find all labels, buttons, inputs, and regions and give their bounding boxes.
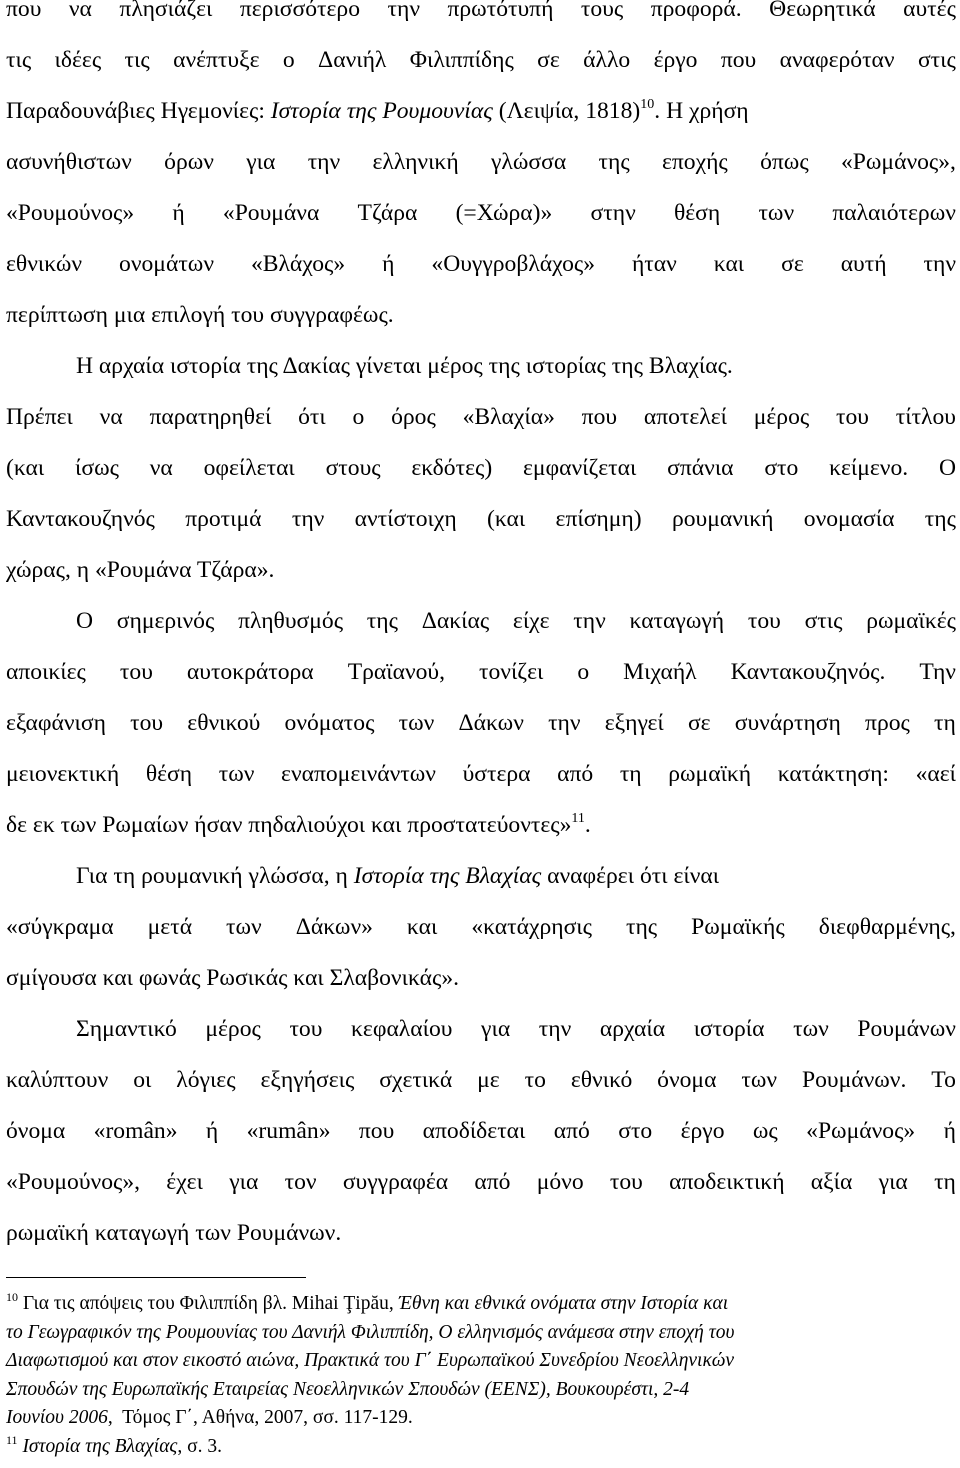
text-line (6, 1157, 956, 1208)
word: στο (764, 455, 799, 481)
text-line (6, 749, 956, 800)
word: του (119, 659, 153, 685)
text-line: Η αρχαία ιστορία της Δακίας γίνεται μέρος της ιστορίας της Βλαχίας. (76, 353, 733, 379)
word: (=Χώρα)» (455, 200, 553, 226)
word: αρχαία (599, 1016, 666, 1042)
word: των (793, 1016, 829, 1042)
word: ο (282, 47, 295, 73)
word: της (924, 506, 956, 532)
word: των (398, 710, 435, 736)
text-line (6, 35, 956, 86)
word: εθνικό (570, 1067, 633, 1093)
footnote-10-line: $^{10}$ Για τις απόψεις του Φιλιππίδη βλ. Mihai Ţipău, Έθνη και εθνικά ονόματα στην Ιστορία και (6, 1290, 729, 1314)
word: (και (6, 455, 45, 481)
text-line: σμίγουσα και φωνάς Ρωσικάς και Σλαβονικάς». (6, 965, 460, 991)
word: πληθυσμός (238, 608, 344, 634)
word: την (548, 710, 581, 736)
word: σημερινός (116, 608, 215, 634)
word: με (477, 1067, 500, 1093)
word: ονομασία (803, 506, 895, 532)
footnotes (6, 1290, 956, 1462)
word: ίσως (75, 455, 119, 481)
word: λόγιες (176, 1067, 236, 1093)
text-line (6, 0, 956, 35)
word: άλλο (583, 47, 631, 73)
word: έργο (680, 1118, 725, 1144)
word: «Ρουμούνος» (6, 200, 135, 226)
word: τις (6, 47, 32, 73)
word: «Βλαχία» (462, 404, 555, 430)
word: των (741, 1067, 778, 1093)
text-line: δε εκ των Ρωμαίων ήσαν πηδαλιούχοι και προστατεύοντες»$^{11}$. (6, 811, 591, 838)
word: αυτή (840, 251, 887, 277)
word: από (557, 761, 594, 787)
word: ιδέες (54, 47, 102, 73)
word: να (68, 0, 92, 22)
word: του (747, 608, 781, 634)
word: όπως (760, 149, 809, 175)
footnote-ref-11: 11 (571, 811, 585, 826)
word: ελληνική (372, 149, 459, 175)
text-line (6, 596, 956, 647)
text-line: χώρας, η «Ρουμάνα Τζάρα». (6, 557, 275, 583)
footnote-10-line: Διαφωτισμού και στον εικοστό αιώνα, Πρακτικά του Γ΄ Ευρωπαϊκού Συνεδρίου Νεοελληνικών (6, 1350, 735, 1372)
word: συνάρτηση (734, 710, 841, 736)
word: μέρος (753, 404, 810, 430)
word: διεφθαρμένης, (818, 914, 956, 940)
body-text (6, 0, 956, 1259)
footnote-10-line: Σπουδών της Ευρωπαϊκής Εταιρείας Νεοελληνικών Σπουδών (ΕΕΝΣ), Βουκουρέστι, 2-4 (6, 1378, 690, 1400)
word: Θεωρητικά (769, 0, 876, 22)
word: εμφανίζεται (522, 455, 637, 481)
word: έργο (653, 47, 698, 73)
word: από (474, 1169, 511, 1195)
word: εναπομεινάντων (281, 761, 436, 787)
word: των (226, 914, 262, 940)
word: ιστορία (693, 1016, 765, 1042)
word: ήταν (631, 251, 677, 277)
word: που (6, 0, 42, 22)
word: που (720, 47, 757, 73)
word: «Ουγγροβλάχος» (431, 251, 596, 277)
word: πλησιάζει (119, 0, 213, 22)
text-line (6, 239, 956, 290)
word: Δακίας (421, 608, 490, 634)
word: ο (577, 659, 590, 685)
word: Τραϊανού, (347, 659, 445, 685)
word: εθνικού (187, 710, 261, 736)
footnote-separator (6, 1277, 306, 1278)
word: τη (934, 1169, 956, 1195)
word: του (836, 404, 869, 430)
word: σχετικά (379, 1067, 453, 1093)
word: ύστερα (462, 761, 531, 787)
word: προς (865, 710, 910, 736)
word: τη (619, 761, 642, 787)
word: Πρέπει (6, 404, 73, 430)
word: την (573, 608, 606, 634)
word: καταγωγή (629, 608, 725, 634)
word: καλύπτουν (6, 1067, 109, 1093)
text-line: Για τη ρουμανική γλώσσα, η Ιστορία της Βλαχίας αναφέρει ότι είναι (76, 863, 720, 889)
word: σε (781, 251, 804, 277)
word: Τζάρα (357, 200, 418, 226)
word: τις (124, 47, 150, 73)
word: ο (352, 404, 365, 430)
word: αντίστοιχη (354, 506, 457, 532)
word: Δάκων» (295, 914, 373, 940)
word: για (878, 1169, 908, 1195)
word: έχει (166, 1169, 203, 1195)
word: ρωμαϊκές (866, 608, 956, 634)
word: κεφαλαίου (351, 1016, 453, 1042)
word: στις (917, 47, 956, 73)
word: όρος (391, 404, 436, 430)
word: να (99, 404, 123, 430)
word: από (553, 1118, 590, 1144)
word: Φιλιππίδης (409, 47, 514, 73)
text-line (6, 1004, 956, 1055)
word: «αεί (915, 761, 956, 787)
word: αποδίδεται (422, 1118, 526, 1144)
word: Δανιήλ (318, 47, 387, 73)
word: αποδεικτική (669, 1169, 785, 1195)
text-line (6, 392, 956, 443)
text-line: περίπτωση μια επιλογή του συγγραφέως. (6, 302, 394, 328)
text-line (6, 1055, 956, 1106)
word: ρωμαϊκή (668, 761, 752, 787)
word: εξηγεί (604, 710, 664, 736)
word: Ρουμάνων. (801, 1067, 907, 1093)
word: εκδότες) (411, 455, 493, 481)
word: της (598, 149, 630, 175)
word: θέση (673, 200, 721, 226)
word: περισσότερο (239, 0, 360, 22)
word: την (923, 251, 956, 277)
text-line (6, 1106, 956, 1157)
word: τη (934, 710, 956, 736)
word: προτιμά (185, 506, 262, 532)
text-line: Παραδουνάβιες Ηγεμονίες: Ιστορία της Ρουμουνίας (Λειψία, 1818)$^{10}$. Η χρήση (6, 97, 749, 124)
text-line (6, 137, 956, 188)
word: για (229, 1169, 259, 1195)
footnote-ref-10: 10 (640, 97, 655, 112)
text-line (6, 188, 956, 239)
word: τίτλου (895, 404, 956, 430)
word: σε (687, 710, 711, 736)
word: όρων (164, 149, 214, 175)
word: την (307, 149, 341, 175)
word: θέση (145, 761, 193, 787)
word: Ο (938, 455, 956, 481)
word: Μιχαήλ (623, 659, 697, 685)
word: ανέπτυξε (173, 47, 260, 73)
word: Την (919, 659, 956, 685)
word: «Ρωμάνος», (840, 149, 956, 175)
word: για (481, 1016, 511, 1042)
word: Ρωμαϊκής (691, 914, 785, 940)
word: και (406, 914, 438, 940)
word: των (218, 761, 255, 787)
word: (και (486, 506, 526, 532)
word: μόνο (536, 1169, 584, 1195)
word: την (291, 506, 325, 532)
word: κατάκτηση: (777, 761, 889, 787)
word: «Ρουμάνα (222, 200, 320, 226)
word: ονομάτων (119, 251, 214, 277)
word: Καντακουζηνός (6, 506, 155, 532)
word: στους (325, 455, 381, 481)
word: ή (172, 200, 185, 226)
word: ρουμανική (671, 506, 774, 532)
word: μετά (147, 914, 193, 940)
word: Σημαντικό (76, 1016, 177, 1042)
word: οι (133, 1067, 152, 1093)
document-page (6, 0, 956, 1457)
word: στις (804, 608, 843, 634)
word: που (581, 404, 618, 430)
footnote-11-line: $^{11}$ Ιστορία της Βλαχίας, σ. 3. (6, 1432, 222, 1457)
word: Ρουμάνων (857, 1016, 956, 1042)
word: «κατάχρησις (471, 914, 592, 940)
word: παλαιότερων (832, 200, 956, 226)
word: να (149, 455, 173, 481)
word: πρωτότυπή (447, 0, 554, 22)
word: εθνικών (6, 251, 83, 277)
word: αποτελεί (643, 404, 727, 430)
word: μέρος (205, 1016, 261, 1042)
word: που (358, 1118, 395, 1144)
word: του (289, 1016, 323, 1042)
word: της (366, 608, 398, 634)
word: «Βλάχος» (250, 251, 346, 277)
word: «σύγκραμα (6, 914, 114, 940)
word: γλώσσα (490, 149, 567, 175)
word: κείμενο. (829, 455, 909, 481)
word: το (524, 1067, 546, 1093)
word: αξία (810, 1169, 853, 1195)
word: Δάκων (458, 710, 524, 736)
word: «Ρωμάνος» (806, 1118, 916, 1144)
word: αυτοκράτορα (186, 659, 314, 685)
word: ως (752, 1118, 778, 1144)
footnote-10-line: Ιουνίου 2006, Τόμος Γ΄, Αθήνα, 2007, σσ. 117-129. (6, 1407, 413, 1429)
word: του (130, 710, 164, 736)
word: εξηγήσεις (260, 1067, 355, 1093)
word: «Ρουμούνος», (6, 1169, 141, 1195)
footnote-10-line: το Γεωγραφικόν της Ρουμουνίας του Δανιήλ Φιλιππίδη, Ο ελληνισμός ανάμεσα στην εποχή του (6, 1321, 735, 1343)
word: σπάνια (667, 455, 734, 481)
word: των (758, 200, 795, 226)
word: εποχής (661, 149, 728, 175)
word: αποικίες (6, 659, 86, 685)
text-line (6, 902, 956, 953)
word: «român» (93, 1118, 178, 1144)
text-line (6, 443, 956, 494)
text-line (6, 494, 956, 545)
word: τονίζει (479, 659, 544, 685)
word: Το (931, 1067, 956, 1093)
word: Ο (76, 608, 94, 634)
word: ασυνήθιστων (6, 149, 132, 175)
word: εξαφάνιση (6, 710, 106, 736)
word: Καντακουζηνός. (730, 659, 886, 685)
word: και (713, 251, 745, 277)
word: όνομα (657, 1067, 717, 1093)
word: επίσημη) (555, 506, 642, 532)
word: οφείλεται (203, 455, 295, 481)
word: τον (284, 1169, 317, 1195)
text-line (6, 698, 956, 749)
word: στο (618, 1118, 653, 1144)
word: αναφερόταν (779, 47, 895, 73)
word: ονόματος (284, 710, 375, 736)
word: είχε (512, 608, 550, 634)
word: ή (382, 251, 395, 277)
word: παρατηρηθεί (149, 404, 272, 430)
word: για (246, 149, 276, 175)
word: ή (943, 1118, 956, 1144)
word: την (387, 0, 420, 22)
word: ή (205, 1118, 219, 1144)
word: του (609, 1169, 643, 1195)
word: σε (537, 47, 560, 73)
word: της (625, 914, 658, 940)
word: την (538, 1016, 572, 1042)
word: «rumân» (246, 1118, 331, 1144)
word: προφορά. (650, 0, 742, 22)
word: αυτές (903, 0, 956, 22)
text-line: ρωμαϊκή καταγωγή των Ρουμάνων. (6, 1220, 342, 1246)
word: όνομα (6, 1118, 66, 1144)
text-line (6, 647, 956, 698)
word: τους (580, 0, 624, 22)
word: στην (590, 200, 636, 226)
word: συγγραφέα (342, 1169, 449, 1195)
word: μειονεκτική (6, 761, 120, 787)
word: ότι (298, 404, 326, 430)
